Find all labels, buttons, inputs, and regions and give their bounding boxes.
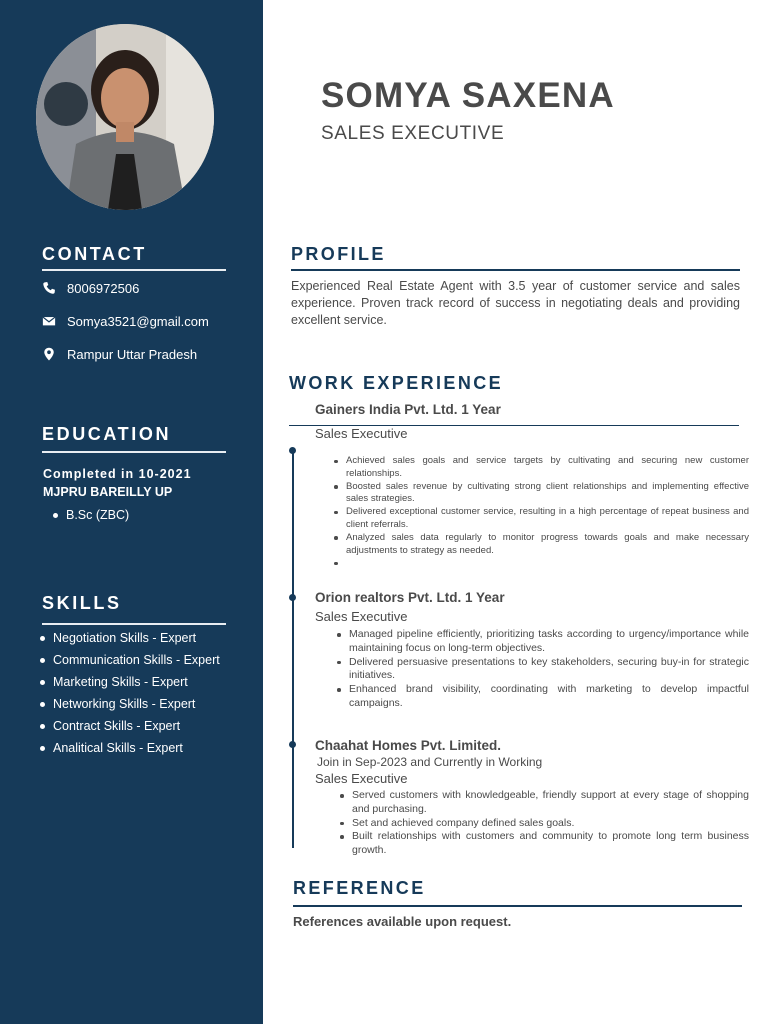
job-company: Chaahat Homes Pvt. Limited. — [315, 738, 502, 753]
list-item — [40, 737, 255, 759]
education-completed: Completed in 10-2021 — [43, 467, 192, 481]
list-item: Served customers with knowledgeable, friendly support at every stage of shopping and purchasing. — [338, 789, 749, 817]
contact-email-text: Somya3521@gmail.com — [67, 313, 209, 329]
contact-divider — [42, 269, 226, 271]
work-experience-heading: WORK EXPERIENCE — [289, 373, 504, 393]
reference-divider — [293, 905, 742, 907]
skills-heading: SKILLS — [42, 593, 122, 613]
job-title: Sales Executive — [315, 609, 408, 624]
profile-heading: PROFILE — [291, 244, 386, 264]
bullet-icon — [40, 636, 45, 641]
job-title: Sales Executive — [315, 771, 408, 786]
education-block — [43, 466, 243, 524]
contact-heading: CONTACT — [42, 244, 147, 264]
job-join-date: Join in Sep-2023 and Currently in Working — [317, 755, 543, 769]
list-item — [40, 693, 255, 715]
profile-summary: Experienced Real Estate Agent with 3.5 year of customer service and sales experience. Proven track record of success in negotiating deals and providing excellent service. — [291, 279, 740, 327]
contact-phone[interactable] — [42, 279, 139, 297]
skills-list — [40, 627, 255, 759]
bullet-icon — [53, 513, 58, 518]
list-item — [332, 557, 749, 570]
bullet-icon — [40, 680, 45, 685]
skill-label: Marketing Skills - Expert — [53, 675, 188, 689]
skill-label: Communication Skills - Expert — [53, 653, 220, 667]
list-item: Delivered exceptional customer service, resulting in a high percentage of repeat business and client referrals. — [332, 506, 749, 532]
timeline-line — [292, 450, 294, 848]
contact-location-text: Rampur Uttar Pradesh — [67, 346, 198, 362]
job-company: Gainers India Pvt. Ltd. 1 Year — [315, 402, 501, 417]
list-item: Boosted sales revenue by cultivating strong client relationships and implementing effective sales strategies. — [332, 481, 749, 507]
skill-label: Analitical Skills - Expert — [53, 741, 183, 755]
list-item: Achieved sales goals and service targets by cultivating and securing new customer relationships. — [332, 455, 749, 481]
skills-divider — [42, 623, 226, 625]
reference-text: References available upon request. — [293, 914, 512, 929]
list-item — [40, 627, 255, 649]
contact-phone-text: 8006972506 — [67, 280, 140, 296]
education-heading: EDUCATION — [42, 424, 172, 444]
timeline-dot — [289, 594, 296, 601]
education-institution: MJPRU BAREILLY UP — [43, 485, 173, 499]
mail-icon — [42, 314, 56, 328]
profile-photo — [36, 24, 214, 210]
candidate-name: SOMYA SAXENA — [321, 76, 615, 115]
reference-heading: REFERENCE — [293, 878, 426, 898]
job-company: Orion realtors Pvt. Ltd. 1 Year — [315, 590, 505, 605]
skill-label: Contract Skills - Expert — [53, 719, 181, 733]
list-item: Analyzed sales data regularly to monitor progress towards goals and make necessary adjustments to strategy as needed. — [332, 532, 749, 558]
list-item — [40, 671, 255, 693]
list-item — [40, 715, 255, 737]
job-title: Sales Executive — [315, 426, 408, 441]
phone-icon — [42, 281, 56, 295]
location-pin-icon — [42, 347, 56, 361]
timeline-dot — [289, 741, 296, 748]
list-item: Enhanced brand visibility, coordinating with marketing to develop impactful campaigns. — [335, 683, 749, 711]
skill-label: Negotiation Skills - Expert — [53, 631, 197, 645]
skill-label: Networking Skills - Expert — [53, 697, 196, 711]
education-divider — [42, 451, 226, 453]
job-bullet-list — [332, 455, 749, 570]
education-degree-item — [53, 506, 243, 524]
list-item — [40, 649, 255, 671]
profile-divider — [291, 269, 740, 271]
candidate-role: SALES EXECUTIVE — [321, 123, 505, 144]
timeline-dot — [289, 447, 296, 454]
contact-email[interactable] — [42, 312, 209, 330]
bullet-icon — [40, 658, 45, 663]
list-item: Set and achieved company defined sales goals. — [338, 817, 749, 831]
list-item: Built relationships with customers and community to promote long term business growth. — [338, 830, 749, 858]
bullet-icon — [40, 724, 45, 729]
education-degree: B.Sc (ZBC) — [66, 508, 130, 522]
job-bullet-list — [338, 789, 749, 858]
sidebar — [0, 0, 263, 1024]
bullet-icon — [40, 702, 45, 707]
list-item: Delivered persuasive presentations to key stakeholders, securing buy-in for strategic initiatives. — [335, 656, 749, 684]
list-item: Managed pipeline efficiently, prioritizing tasks according to urgency/importance while maintaining focus on long-term objectives. — [335, 628, 749, 656]
job-bullet-list — [335, 628, 749, 711]
bullet-icon — [40, 746, 45, 751]
contact-location — [42, 345, 197, 363]
